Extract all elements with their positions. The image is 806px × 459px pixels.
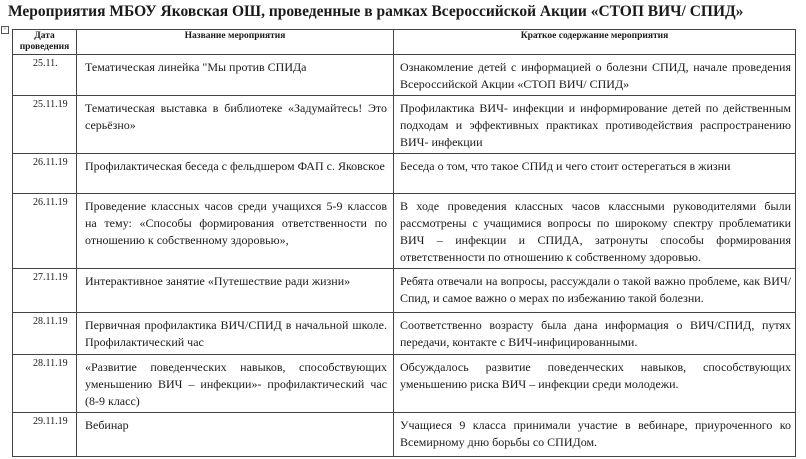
row-date: 28.11.19 (13, 355, 77, 413)
row-date: 26.11.19 (13, 154, 77, 194)
row-event-name: «Развитие поведенческих навыков, способствующих уменьшению ВИЧ – инфекции»- профилактический час (8-9 класс) (77, 355, 394, 413)
table-row (13, 269, 796, 313)
row-event-name: Тематическая выставка в библиотеке «Задумайтесь! Это серьёзно» (77, 96, 394, 154)
header-summary: Краткое содержание мероприятия (394, 30, 796, 55)
row-event-summary: Ребята отвечали на вопросы, рассуждали о такой важно проблеме, как ВИЧ/Спид, и самое важно о мерах по избежанию такой болезни. (394, 269, 796, 313)
row-event-name: Интерактивное занятие «Путешествие ради жизни» (77, 269, 394, 313)
table-row (13, 96, 796, 154)
row-event-summary: Беседа о том, что такое СПИд и чего стоит остерегаться в жизни (394, 154, 796, 194)
table-row (13, 194, 796, 269)
table-row (13, 154, 796, 194)
row-date: 28.11.19 (13, 313, 77, 355)
row-event-name: Вебинар (77, 413, 394, 457)
row-date: 25.11. (13, 55, 77, 96)
table-row (13, 313, 796, 355)
table-row (13, 355, 796, 413)
row-event-name: Первичная профилактика ВИЧ/СПИД в начальной школе. Профилактический час (77, 313, 394, 355)
table-row (13, 413, 796, 457)
events-table (12, 29, 796, 457)
document-title: Мероприятия МБОУ Яковская ОШ, проведенные в рамках Всероссийской Акции «СТОП ВИЧ/ СПИД» (8, 3, 744, 20)
header-name: Название мероприятия (77, 30, 394, 55)
row-date: 27.11.19 (13, 269, 77, 313)
row-event-summary: Соответственно возрасту была дана информация о ВИЧ/СПИД, путях передачи, контакте с ВИЧ-инфицированными. (394, 313, 796, 355)
row-event-summary: В ходе проведения классных часов классными руководителями были рассмотрены с учащимися вопросы по широкому спектру проблематики ВИЧ – инфекции и СПИДА, затронуты способы формирования ответственности по отношению к собственному здоровью. (394, 194, 796, 269)
row-event-summary: Профилактика ВИЧ- инфекции и информирование детей по действенным подходам и эффективных практиках противодействия распространению ВИЧ- инфекции (394, 96, 796, 154)
row-event-name: Профилактическая беседа с фельдшером ФАП с. Яковское (77, 154, 394, 194)
row-event-summary: Учащиеся 9 класса принимали участие в вебинаре, приуроченного ко Всемирному дню борьбы со СПИДом. (394, 413, 796, 457)
header-date: Дата проведения (13, 30, 77, 55)
table-move-handle-icon[interactable]: + (1, 26, 9, 34)
row-event-summary: Ознакомление детей с информацией о болезни СПИД, начале проведения Всероссийской Акции «СТОП ВИЧ/ СПИД» (394, 55, 796, 96)
row-event-name: Проведение классных часов среди учащихся 5-9 классов на тему: «Способы формирования ответственности по отношению к собственному здоровью», (77, 194, 394, 269)
row-date: 26.11.19 (13, 194, 77, 269)
row-event-name: Тематическая линейка "Мы против СПИДа (77, 55, 394, 96)
row-date: 29.11.19 (13, 413, 77, 457)
table-row (13, 55, 796, 96)
row-event-summary: Обсуждалось развитие поведенческих навыков, способствующих уменьшению риска ВИЧ – инфекции среди молодежи. (394, 355, 796, 413)
row-date: 25.11.19 (13, 96, 77, 154)
table-header-row (13, 30, 796, 55)
